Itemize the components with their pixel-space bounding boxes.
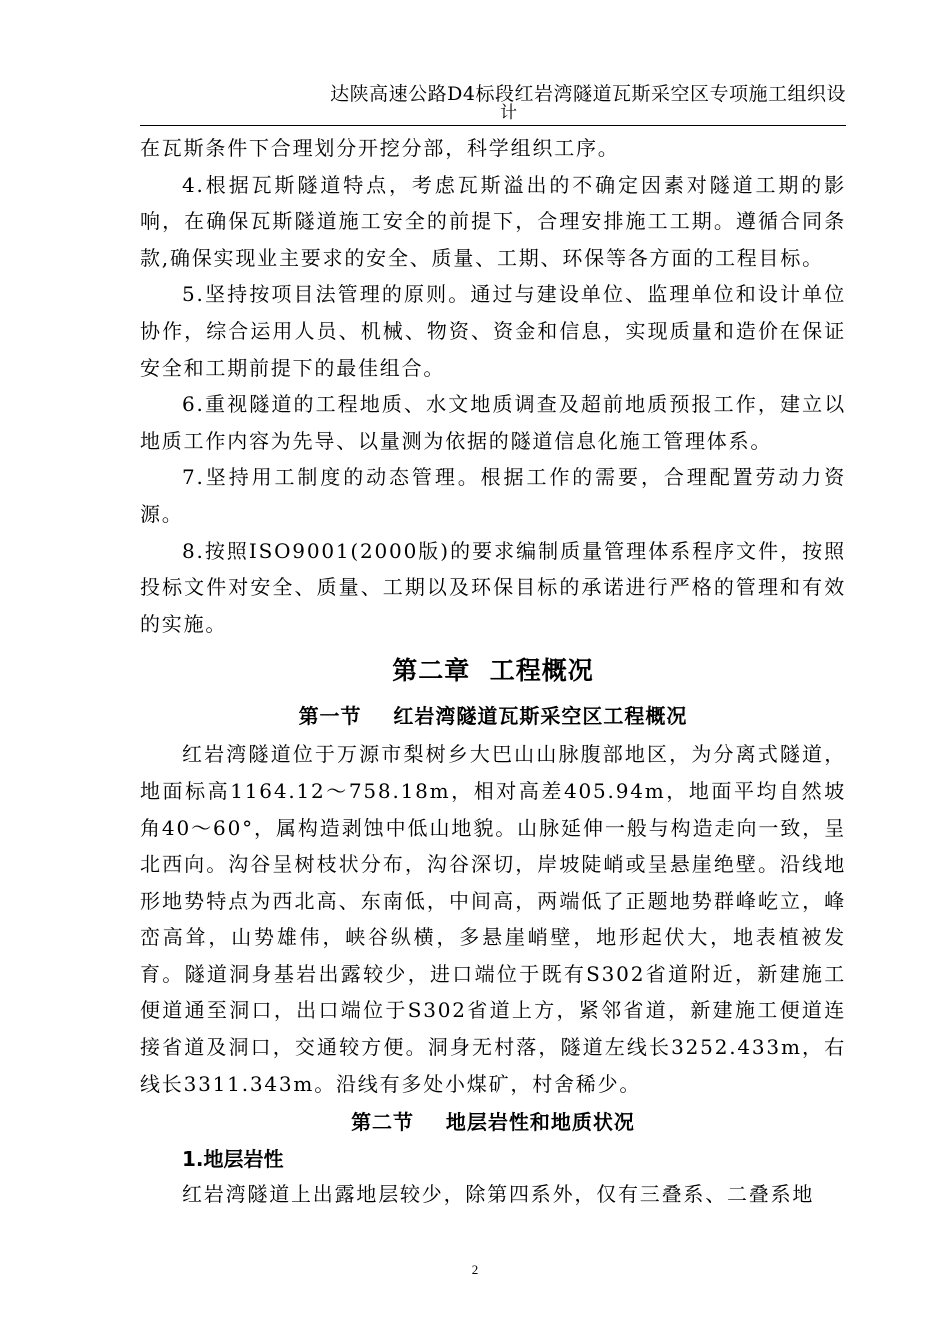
page-number: 2	[471, 1262, 479, 1277]
page-body	[140, 130, 846, 1213]
section-2-paragraph: 红岩湾隧道上出露地层较少，除第四系外，仅有三叠系、二叠系地	[182, 1182, 815, 1207]
list-item: 4.根据瓦斯隧道特点，考虑瓦斯溢出的不确定因素对隧道工期的影响，在确保瓦斯隧道施工安全的前提下，合理安排施工工期。遵循合同条款,确保实现业主要求的安全、质量、工期、环保等各方面的工程目标。	[140, 172, 846, 270]
list-item: 6.重视隧道的工程地质、水文地质调查及超前地质预报工作，建立以地质工作内容为先导、以量测为依据的隧道信息化施工管理体系。	[140, 392, 846, 453]
header-title-line2: 计	[500, 103, 517, 123]
chapter-title: 第二章 工程概况	[392, 656, 594, 686]
list-item: 7.坚持用工制度的动态管理。根据工作的需要，合理配置劳动力资源。	[140, 465, 846, 526]
section-title-2: 第二节 地层岩性和地质状况	[351, 1110, 635, 1135]
list-item: 8.按照ISO9001(2000版)的要求编制质量管理体系程序文件，按照投标文件对安全、质量、工期以及环保目标的承诺进行严格的管理和有效的实施。	[140, 538, 846, 636]
list-item: 5.坚持按项目法管理的原则。通过与建设单位、监理单位和设计单位协作，综合运用人员、机械、物资、资金和信息，实现质量和造价在保证安全和工期前提下的最佳组合。	[140, 282, 846, 380]
continuation-paragraph: 在瓦斯条件下合理划分开挖分部，科学组织工序。	[140, 136, 620, 160]
running-header	[140, 84, 846, 104]
header-divider	[140, 125, 846, 126]
section-title-1: 第一节 红岩湾隧道瓦斯采空区工程概况	[298, 704, 688, 729]
subheading: 1.地层岩性	[182, 1147, 284, 1172]
section-1-paragraph: 红岩湾隧道位于万源市梨树乡大巴山山脉腹部地区，为分离式隧道，地面标高1164.12～758.18m，相对高差405.94m，地面平均自然坡角40～60°，属构造剥蚀中低山地貌。山脉延伸一般与构造走向一致，呈北西向。沟谷呈树枝状分布，沟谷深切，岸坡陡峭或呈悬崖绝壁。沿线地形地势特点为西北高、东南低，中间高，两端低了正题地势群峰屹立，峰峦高耸，山势雄伟，峡谷纵横，多悬崖峭壁，地形起伏大，地表植被发育。隧道洞身基岩出露较少，进口端位于既有S302省道附近，新建施工便道通至洞口，出口端位于S302省道上方，紧邻省道，新建施工便道连接省道及洞口，交通较方便。洞身无村落，隧道左线长3252.433m，右线长3311.343m。沿线有多处小煤矿，村舍稀少。	[140, 742, 846, 1096]
header-title-line1: 达陕高速公路D4标段红岩湾隧道瓦斯采空区专项施工组织设	[330, 83, 846, 105]
